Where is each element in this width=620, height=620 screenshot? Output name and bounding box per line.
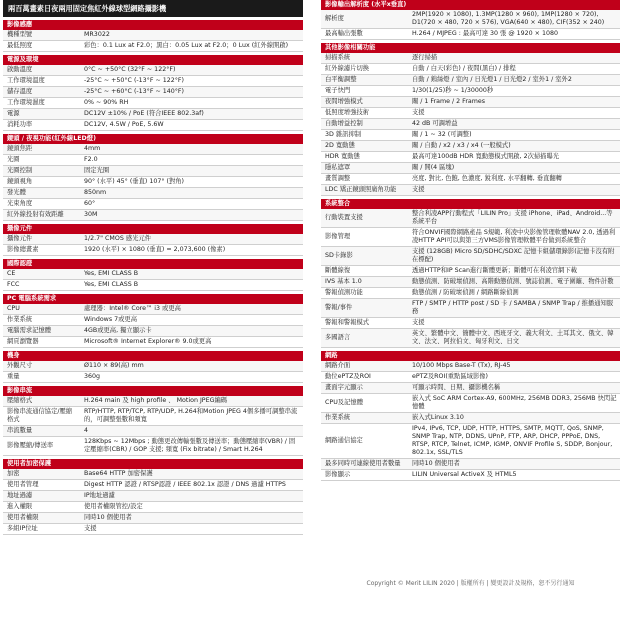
spec-row [321, 130, 620, 141]
spec-row [3, 87, 303, 98]
spec-label: 斷體線復 [325, 267, 351, 274]
spec-label: 電腦需求記憶體 [7, 327, 52, 334]
spec-value: 整合利凌APP行動程式「LILIN Pro」支援 iPhone、iPad、Android...等系統平台 [412, 210, 613, 225]
spec-label: 加密 [7, 470, 20, 477]
spec-row [321, 277, 620, 288]
spec-label: 自動增益控制 [325, 120, 363, 127]
spec-row [321, 174, 620, 185]
spec-value: 關 / 1 ~ 32 (可調整) [412, 131, 472, 138]
spec-row [3, 41, 303, 52]
spec-label: 工作環境溫度 [7, 77, 45, 84]
spec-table [3, 30, 303, 52]
spec-label: 掃描系統 [325, 54, 351, 61]
spec-row [321, 108, 620, 119]
spec-section [321, 199, 620, 351]
section-title: PC 電腦系統需求 [3, 294, 303, 304]
spec-row [321, 119, 620, 130]
spec-table [321, 361, 620, 481]
spec-value: DC12V ±10% / PoE (符合IEEE 802.3af) [84, 110, 204, 117]
spec-label: 解析度 [325, 15, 344, 22]
spec-label: 警報/事件 [325, 304, 353, 311]
spec-label: 光圈 [7, 156, 20, 163]
spec-label: 光束角度 [7, 200, 33, 207]
spec-row [3, 144, 303, 155]
spec-value: -25°C ~ +50°C (-13°F ~ 122°F) [84, 77, 184, 84]
spec-label: 地址過濾 [7, 492, 33, 499]
spec-row [321, 141, 620, 152]
spec-row [321, 459, 620, 470]
spec-label: 最低照度 [7, 42, 33, 49]
spec-value: 360g [84, 373, 101, 380]
spec-label: CPU及記憶體 [325, 399, 363, 406]
right-spec-sections [321, 0, 620, 484]
spec-label: CE [7, 270, 16, 277]
spec-value: 自動 / 白天(彩色) / 夜間(黑白) / 排程 [412, 65, 516, 72]
spec-value: 4 [84, 427, 89, 434]
spec-value: 透過HTTP和IP Scan進行斷體更新；斷體可在利凌官網下載 [412, 267, 578, 274]
spec-value: 亮度, 對比, 色飽, 色濃度, 銳利度, 水平翻轉, 垂直翻轉 [412, 175, 562, 182]
spec-row [321, 185, 620, 196]
spec-label: 工作環境濕度 [7, 99, 45, 106]
spec-row [321, 383, 620, 394]
spec-value: 10/100 Mbps Base-T (Tx), RJ-45 [412, 362, 511, 369]
spec-row [321, 361, 620, 372]
spec-table [3, 469, 303, 535]
spec-value: ePTZ及ROI(重點區域影像) [412, 373, 489, 380]
spec-section [321, 0, 620, 43]
spec-row [3, 524, 303, 535]
section-title: 網路 [321, 351, 620, 361]
spec-section [3, 55, 303, 134]
spec-value: IP地址過濾 [84, 492, 115, 499]
spec-value: 850nm [84, 189, 107, 196]
spec-value: FTP / SMTP / HTTP post / SD 卡 / SAMBA / SNMP Trap / 推播通知服務 [412, 300, 614, 315]
spec-value: Microsoft® Internet Explorer® 9.0或更高 [84, 338, 212, 345]
section-title: 鏡頭 / 夜視功能(紅外線LED燈) [3, 134, 303, 144]
spec-label: 作業系統 [7, 316, 33, 323]
spec-value: 嵌入式 SoC ARM Cortex-A9, 600MHz, 256MB DDR3, 256MB 快閃記憶體 [412, 395, 617, 410]
spec-label: 最高輸出張數 [325, 30, 363, 37]
spec-value: 彩色：0.1 Lux at F2.0；黑白：0.05 Lux at F2.0；0 Lux (紅外線開啟) [84, 42, 289, 49]
spec-value: 1/2.7" CMOS 感光元件 [84, 235, 152, 242]
spec-value: Windows 7或更高 [84, 316, 138, 323]
spec-row [3, 120, 303, 131]
spec-label: 進入權限 [7, 503, 33, 510]
spec-row [321, 97, 620, 108]
spec-table [321, 53, 620, 196]
spec-label: 串流數量 [7, 427, 33, 434]
spec-table [321, 10, 620, 40]
spec-label: 警報和警報模式 [325, 319, 370, 326]
spec-value: Ø110 × 89(高) mm [84, 362, 144, 369]
left-column [3, 0, 303, 538]
spec-value: 1920 (水平) × 1080 (垂直) = 2,073,600 (像素) [84, 246, 226, 253]
spec-value: Yes, EMI CLASS B [84, 281, 139, 288]
spec-section [3, 20, 303, 55]
spec-label: 最多同時可連線使用者數量 [325, 460, 401, 467]
copyright-footer: Copyright © Merit LILIN 2020 | 版權所有 | 變更設計及規格，恕不另行通知 [366, 580, 575, 587]
spec-label: 鏡頭焦距 [7, 145, 33, 152]
spec-row [3, 426, 303, 437]
spec-label: CPU [7, 305, 20, 312]
spec-value: 支援 [412, 109, 425, 116]
spec-row [3, 315, 303, 326]
spec-section [3, 386, 303, 459]
section-title: 國際認證 [3, 259, 303, 269]
spec-label: 作業系統 [325, 414, 351, 421]
spec-row [321, 318, 620, 329]
spec-value: 128Kbps ~ 12Mbps ; 動態更改傳輸張數及傳送率；動態壓縮率(VBR) / 固定壓縮率(CBR) / GOP 支援; 頻寬 (Fix bitrate) / Smart H.264 [84, 438, 296, 453]
spec-row [321, 10, 620, 29]
spec-section [3, 259, 303, 294]
spec-value: 逐行掃描 [412, 54, 438, 61]
spec-label: 影像管理 [325, 233, 351, 240]
spec-value: 動態偵測、防破壞偵測、高階動態偵測、號誌偵測、電子圍籬、物件計數 [412, 278, 614, 285]
spec-value: 同時10 個使用者 [412, 460, 460, 467]
spec-row [321, 372, 620, 383]
spec-row [3, 109, 303, 120]
spec-row [321, 470, 620, 481]
spec-row [3, 437, 303, 456]
spec-label: 白平衡調整 [325, 76, 357, 83]
spec-value: 固定光圈 [84, 167, 110, 174]
spec-label: HDR 寬動態 [325, 153, 360, 160]
spec-value: 英文、繁體中文、簡體中文、西班牙文、義大利文、土耳其文、俄文、韓文、法文、阿拉伯文、匈牙利文、日文 [412, 330, 614, 345]
spec-row [3, 326, 303, 337]
spec-row [3, 407, 303, 426]
spec-row [3, 76, 303, 87]
spec-label: 3D 雜訊抑制 [325, 131, 362, 138]
spec-value: Yes, EMI CLASS B [84, 270, 139, 277]
spec-label: 電子快門 [325, 87, 351, 94]
spec-value: 動態偵測 / 防破壞偵測 / 網路斷線偵測 [412, 289, 519, 296]
spec-label: 啟動溫度 [7, 66, 33, 73]
page-title: 兩百萬畫素日夜兩用固定焦紅外線球型網路攝影機 [3, 0, 303, 17]
spec-label: SD卡錄影 [325, 252, 353, 259]
spec-row [3, 234, 303, 245]
spec-row [3, 269, 303, 280]
spec-row [321, 86, 620, 97]
spec-value: 可顯示時間、日期、攝影機名稱 [412, 384, 501, 391]
spec-label: 低照度增強技術 [325, 109, 370, 116]
spec-value: F2.0 [84, 156, 98, 163]
spec-section [3, 224, 303, 259]
spec-section [3, 134, 303, 224]
section-title: 影像感應 [3, 20, 303, 30]
spec-row [3, 502, 303, 513]
spec-section [321, 43, 620, 199]
spec-row [3, 98, 303, 109]
spec-value: 4mm [84, 145, 101, 152]
spec-row [3, 491, 303, 502]
spec-value: 60° [84, 200, 96, 207]
spec-value: 自動 / 鎢絲燈 / 室內 / 日光燈1 / 日光燈2 / 室外1 / 室外2 [412, 76, 572, 83]
spec-row [3, 280, 303, 291]
spec-label: 畫面字元顯示 [325, 384, 363, 391]
spec-section [321, 351, 620, 484]
spec-label: FCC [7, 281, 20, 288]
spec-row [321, 209, 620, 228]
spec-row [321, 247, 620, 266]
spec-section [3, 294, 303, 351]
section-title: 影像輸出解析度 (水平x垂直) [321, 0, 620, 10]
spec-label: 儲存溫度 [7, 88, 33, 95]
spec-value: 2MP(1920 × 1080), 1.3MP(1280 × 960), 1MP(1280 × 720), D1(720 × 480, 720 × 576), VGA(640 × 480), CIF(352 × 240) [412, 11, 605, 26]
spec-row [321, 394, 620, 413]
spec-row [3, 361, 303, 372]
spec-value: 30M [84, 211, 98, 218]
spec-row [321, 75, 620, 86]
spec-value: 支援 (128GB) Micro SD/SDHC/SDXC 記憶卡組儲環錄影(記憶卡沒有附在標配) [412, 248, 615, 263]
spec-value: 嵌入式Linux 3.10 [412, 414, 464, 421]
spec-row [321, 413, 620, 424]
spec-value: 0% ~ 90% RH [84, 99, 129, 106]
spec-value: H.264 main 及 high profile 、 Motion JPEG編碼 [84, 397, 228, 404]
spec-row [321, 288, 620, 299]
spec-label: 鏡頭視角 [7, 178, 33, 185]
spec-row [3, 210, 303, 221]
spec-value: Base64 HTTP 加密保護 [84, 470, 153, 477]
spec-row [3, 177, 303, 188]
spec-row [321, 228, 620, 247]
spec-value: 關 / 1 Frame / 2 Frames [412, 98, 486, 105]
spec-label: 外觀尺寸 [7, 362, 33, 369]
spec-label: 警報偵測功能 [325, 289, 363, 296]
spec-value: Digest HTTP 認證 / RTSP認證 / IEEE 802.1x 認證 / DNS 過濾 HTTPS [84, 481, 286, 488]
spec-row [3, 480, 303, 491]
spec-label: IVS 基本 1.0 [325, 278, 362, 285]
spec-label: 光圈控制 [7, 167, 33, 174]
spec-row [3, 245, 303, 256]
spec-value: 42 dB 可調增益 [412, 120, 458, 127]
spec-row [3, 304, 303, 315]
spec-label: 網路通信協定 [325, 437, 363, 444]
spec-label: 電源 [7, 110, 20, 117]
spec-row [3, 372, 303, 383]
spec-value: 最高可達100dB HDR 寬動態模式開啟, 2次掃描曝光 [412, 153, 560, 160]
spec-row [3, 155, 303, 166]
spec-value: 支援 [84, 525, 97, 532]
spec-row [321, 152, 620, 163]
spec-row [3, 469, 303, 480]
spec-row [3, 396, 303, 407]
spec-value: 關 / 開(4 區塊) [412, 164, 455, 171]
spec-value: 關 / 自動 / x2 / x3 / x4 (一般模式) [412, 142, 511, 149]
spec-label: 隱私遮罩 [325, 164, 351, 171]
spec-value: 同時10 個使用者 [84, 514, 132, 521]
spec-row [321, 424, 620, 459]
spec-row [321, 53, 620, 64]
spec-value: -25°C ~ +60°C (-13°F ~ 140°F) [84, 88, 184, 95]
spec-label: LDC 矯正鏡頭照廣角功能 [325, 186, 397, 193]
spec-value: 使用者權限管控/設定 [84, 503, 143, 510]
spec-row [3, 199, 303, 210]
spec-table [3, 269, 303, 291]
spec-table [321, 209, 620, 348]
spec-label: 影像總畫素 [7, 246, 39, 253]
spec-table [3, 304, 303, 348]
spec-row [321, 64, 620, 75]
spec-row [3, 513, 303, 524]
spec-label: 攝像元件 [7, 235, 33, 242]
spec-label: 影像壓縮/傳送率 [7, 442, 54, 449]
spec-value: 90° (水平) 45° (垂直) 107° (對角) [84, 178, 185, 185]
spec-section [3, 459, 303, 538]
left-spec-sections [3, 20, 303, 538]
spec-value: 處理器：Intel® Core™ i3 或更高 [84, 305, 181, 312]
spec-label: 影像顯示 [325, 471, 351, 478]
spec-row [321, 29, 620, 40]
spec-row [3, 166, 303, 177]
spec-label: 2D 寬動態 [325, 142, 355, 149]
spec-value: LILIN Universal ActiveX 及 HTML5 [412, 471, 517, 478]
spec-label: 壓縮格式 [7, 397, 33, 404]
spec-section [3, 351, 303, 386]
spec-label: 重量 [7, 373, 20, 380]
spec-label: 使用者權限 [7, 514, 39, 521]
spec-table [3, 144, 303, 221]
spec-row [3, 188, 303, 199]
spec-row [321, 266, 620, 277]
spec-label: 行動裝置支援 [325, 214, 363, 221]
spec-label: 動位ePTZ及ROI [325, 373, 371, 380]
spec-label: 網路介面 [325, 362, 351, 369]
spec-label: 發光體 [7, 189, 26, 196]
spec-label: 紅外線投射有效距離 [7, 211, 64, 218]
spec-value: 支援 [412, 186, 425, 193]
spec-label: 夜間增強模式 [325, 98, 363, 105]
spec-row [3, 337, 303, 348]
spec-value: H.264 / MJPEG : 最高可達 30 張 @ 1920 × 1080 [412, 30, 558, 37]
spec-value: 4GB或更高, 獨立顯示卡 [84, 327, 152, 334]
spec-row [3, 30, 303, 41]
spec-value: 0°C ~ +50°C (32°F ~ 122°F) [84, 66, 176, 73]
spec-label: 機種型號 [7, 31, 33, 38]
spec-value: MR3022 [84, 31, 110, 38]
spec-label: 消耗功率 [7, 121, 33, 128]
spec-value: IPv4, IPv6, TCP, UDP, HTTP, HTTPS, SMTP, MQTT, QoS, SNMP, SNMP Trap, NTP, DDNS, UPnP, FTP, ARP, DHCP, PPPoE, DNS, RTSP, RTCP, Telnet, ICMP, IGMP, ONVIF Profile S, SDDP, Bonjour, 802.1x, SSL/TLS [412, 425, 613, 456]
section-title: 影像串流 [3, 386, 303, 396]
spec-label: 網頁瀏覽器 [7, 338, 39, 345]
section-title: 機身 [3, 351, 303, 361]
spec-label: 畫質調整 [325, 175, 351, 182]
section-title: 攝像元件 [3, 224, 303, 234]
section-title: 使用者加密保護 [3, 459, 303, 469]
spec-row [321, 163, 620, 174]
spec-table [3, 361, 303, 383]
spec-table [3, 396, 303, 456]
spec-value: RTP/HTTP, RTP/TCP, RTP/UDP, H.264和Motion JPEG 4個多播可調整串流的，可調整張數和頻寬 [84, 408, 298, 423]
spec-label: 使用者管理 [7, 481, 39, 488]
spec-label: 紅外線濾片切換 [325, 65, 370, 72]
section-title: 系統整合 [321, 199, 620, 209]
right-column [321, 0, 620, 484]
spec-table [3, 234, 303, 256]
spec-row [3, 65, 303, 76]
spec-label: 多國語言 [325, 334, 351, 341]
spec-value: 1/30(1/25)秒 ~ 1/30000秒 [412, 87, 494, 94]
section-title: 電源及環境 [3, 55, 303, 65]
spec-value: DC12V, 4.5W / PoE, 5.6W [84, 121, 164, 128]
spec-row [321, 329, 620, 348]
spec-value: 支援 [412, 319, 425, 326]
spec-value: 符合ONVIF國際網路產品 S規範, 利凌中央影像管理軟體NAV 2.0, 透過利凌HTTP API可以與第三方VMS影像管理軟體平台做到系統整合 [412, 229, 616, 244]
spec-label: 影像串流通信協定/壓縮格式 [7, 408, 73, 423]
spec-label: 多組IP位址 [7, 525, 38, 532]
spec-row [321, 299, 620, 318]
spec-table [3, 65, 303, 131]
section-title: 其他影像相關功能 [321, 43, 620, 53]
